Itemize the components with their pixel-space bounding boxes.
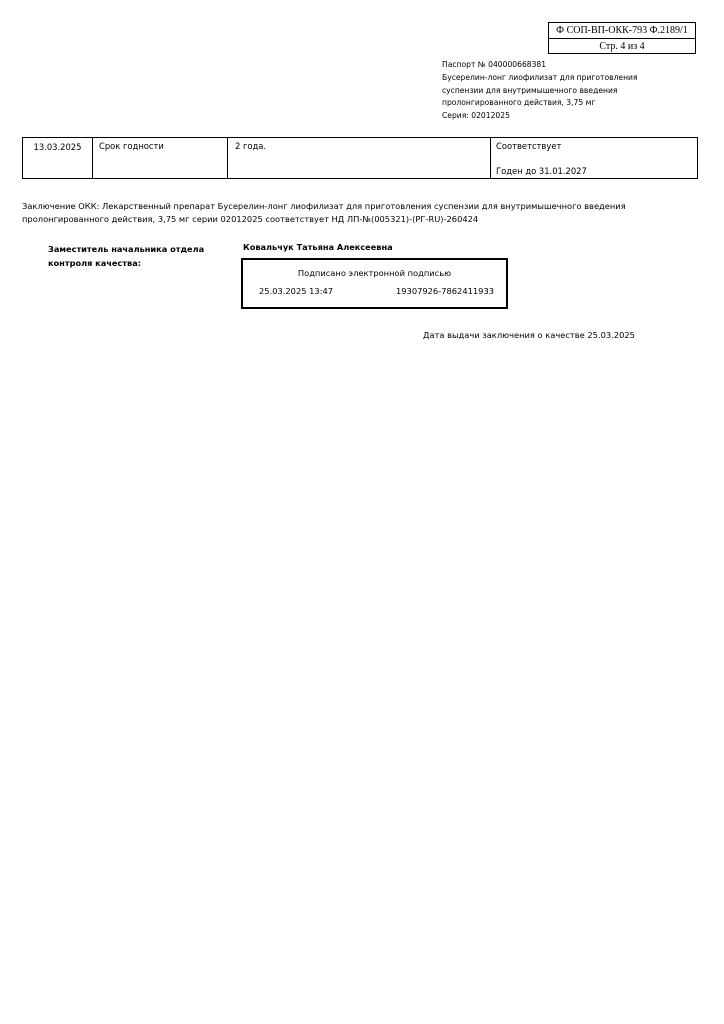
- series-number: Серия: 02012025: [442, 111, 510, 121]
- passport-header: [442, 59, 702, 123]
- test-date-cell: 13.03.2025: [33, 142, 82, 152]
- signatory-position: [48, 242, 204, 270]
- signatory-position-line-1: Заместитель начальника отдела: [48, 244, 205, 254]
- page-number: Стр. 4 из 4: [549, 38, 695, 54]
- product-name-line-1: Бусерелин-лонг лиофилизат для приготовления: [442, 72, 638, 82]
- electronic-signature-box: [241, 258, 508, 309]
- result-value: Соответствует: [496, 141, 562, 151]
- signature-title: Подписано электронной подписью: [297, 268, 452, 278]
- issue-date: Дата выдачи заключения о качестве 25.03.2025: [423, 330, 635, 340]
- passport-number: Паспорт № 040000668381: [442, 60, 547, 69]
- signature-id: 19307926-7862411933: [395, 286, 494, 296]
- product-name-line-2: суспензии для внутримышечного введения: [442, 85, 618, 95]
- norm-cell: 2 года.: [227, 138, 490, 178]
- result-cell: [490, 138, 697, 178]
- form-code: Ф СОП-ВП-ОКК-793 Ф.2189/1: [556, 25, 688, 36]
- qc-conclusion: Заключение ОКК: Лекарственный препарат Бусерелин-лонг лиофилизат для приготовления суспензии для внутримышечного введения пролонгированного действия, 3,75 мг серии 02012025 соответствует НД ЛП-№(005321)-(РГ-RU)-260424: [22, 201, 626, 224]
- product-name-line-3: пролонгированного действия, 3,75 мг: [442, 98, 596, 108]
- parameter-cell: Срок годности: [92, 138, 227, 178]
- signature-datetime: 25.03.2025 13:47: [259, 286, 334, 296]
- form-code-box: [548, 22, 696, 54]
- test-results-table: [22, 137, 698, 179]
- signatory-position-line-2: контроля качества:: [48, 258, 142, 268]
- signatory-name: Ковальчук Татьяна Алексеевна: [243, 242, 393, 252]
- result-note: Годен до 31.01.2027: [496, 166, 587, 176]
